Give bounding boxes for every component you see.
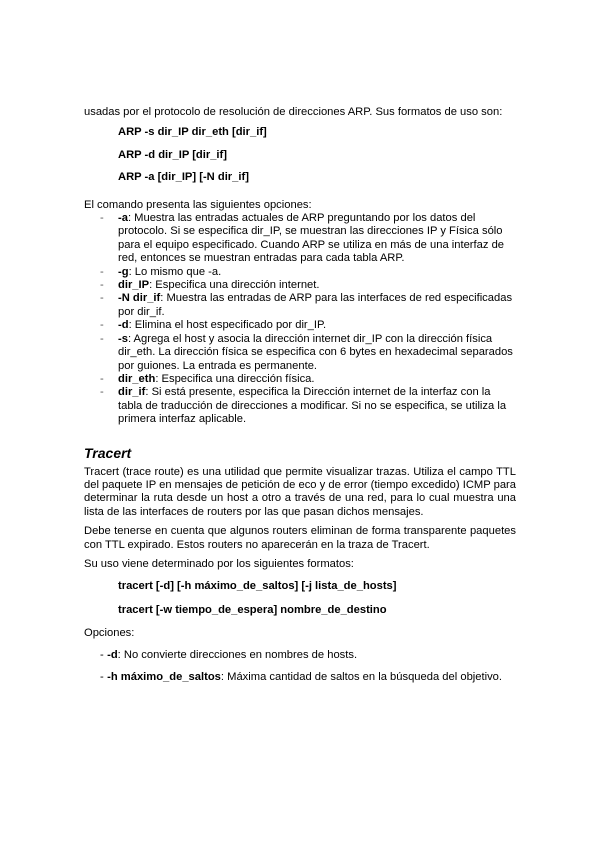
list-item: [84, 649, 516, 662]
option-text: : Muestra las entradas actuales de ARP preguntando por los datos del protocolo. Si se especifica dir_IP, se muestran las direcciones IP y Física sólo para el equipo especificado. Cuando ARP se utiliza en más de una interfaz de red, entonces se muestran entradas para cada tabla ARP.: [118, 212, 505, 265]
arp-format-3: ARP -a [dir_IP] [-N dir_if]: [118, 171, 249, 184]
tracert-options-title: Opciones:: [84, 627, 135, 640]
list-item: [84, 212, 516, 266]
bullet-dash: -: [100, 648, 104, 661]
option-text: : Especifica una dirección internet.: [149, 279, 320, 292]
list-item: [84, 671, 516, 684]
bullet-dash: -: [100, 372, 104, 385]
option-flag: -s: [118, 332, 128, 345]
bullet-dash: -: [100, 332, 104, 345]
option-text: : Lo mismo que -a.: [128, 265, 222, 278]
tracert-format-2: tracert [-w tiempo_de_espera] nombre_de_destino: [118, 603, 387, 616]
bullet-dash: -: [100, 319, 104, 332]
bullet-dash: -: [100, 671, 104, 683]
list-item: [84, 373, 516, 386]
list-item: [84, 266, 516, 279]
list-item: [84, 279, 516, 292]
option-flag: dir_IP: [118, 279, 150, 292]
arp-options-title: El comando presenta las siguientes opciones:: [84, 198, 312, 211]
section-heading-tracert: Tracert: [84, 444, 132, 461]
option-flag: dir_eth: [118, 372, 156, 385]
option-text: : Especifica una dirección física.: [155, 372, 315, 385]
bullet-dash: -: [100, 212, 104, 225]
option-flag: dir_if: [118, 386, 146, 399]
option-flag: -d: [107, 648, 118, 661]
option-text: : Agrega el host y asocia la dirección internet dir_IP con la dirección física dir_eth. La dirección física se especifica con 6 bytes en hexadecimal separados por guiones. La entrada es permanente.: [118, 332, 513, 372]
bullet-dash: -: [100, 292, 104, 305]
tracert-paragraph-3: Su uso viene determinado por los siguientes formatos:: [84, 557, 354, 570]
option-flag: -N dir_if: [118, 292, 161, 305]
option-flag: -d: [118, 319, 129, 332]
bullet-dash: -: [100, 265, 104, 278]
bullet-dash: -: [100, 279, 104, 292]
option-flag: -a: [118, 212, 128, 225]
page-content: [84, 106, 516, 684]
list-item: [84, 292, 516, 319]
option-flag: -h máximo_de_saltos: [107, 671, 221, 683]
arp-format-2: ARP -d dir_IP [dir_if]: [118, 148, 227, 161]
tracert-paragraph-1: Tracert (trace route) es una utilidad que permite visualizar trazas. Utiliza el campo TTL del paquete IP en mensajes de petición de eco y de error (tiempo excedido) ICMP para determinar la ruta desde un host a otro a través de una red, para lo cual muestra una lista de las interfaces de routers por las que pasan dichos mensajes.: [84, 465, 516, 518]
list-item: [84, 319, 516, 332]
arp-format-1: ARP -s dir_IP dir_eth [dir_if]: [118, 126, 267, 139]
tracert-format-1: tracert [-d] [-h máximo_de_saltos] [-j lista_de_hosts]: [118, 580, 397, 593]
option-text: : Máxima cantidad de saltos en la búsqueda del objetivo.: [220, 671, 503, 683]
option-text: : Muestra las entradas de ARP para las interfaces de red especificadas por dir_if.: [118, 292, 513, 318]
intro-paragraph: usadas por el protocolo de resolución de direcciones ARP. Sus formatos de uso son:: [84, 106, 503, 118]
bullet-dash: -: [100, 386, 104, 399]
tracert-paragraph-2: Debe tenerse en cuenta que algunos routers eliminan de forma transparente paquetes con TTL expirado. Estos routers no aparecerán en la traza de Tracert.: [84, 525, 516, 551]
list-item: [84, 386, 516, 426]
arp-options-list: [84, 212, 516, 427]
list-item: [84, 333, 516, 373]
option-text: : Si está presente, especifica la Dirección internet de la interfaz con la tabla de traducción de direcciones a modificar. Si no se especifica, se utiliza la primera interfaz aplicable.: [118, 386, 507, 426]
option-flag: -g: [118, 265, 129, 278]
option-text: : No convierte direcciones en nombres de hosts.: [117, 648, 358, 661]
option-text: : Elimina el host especificado por dir_IP.: [128, 319, 327, 332]
